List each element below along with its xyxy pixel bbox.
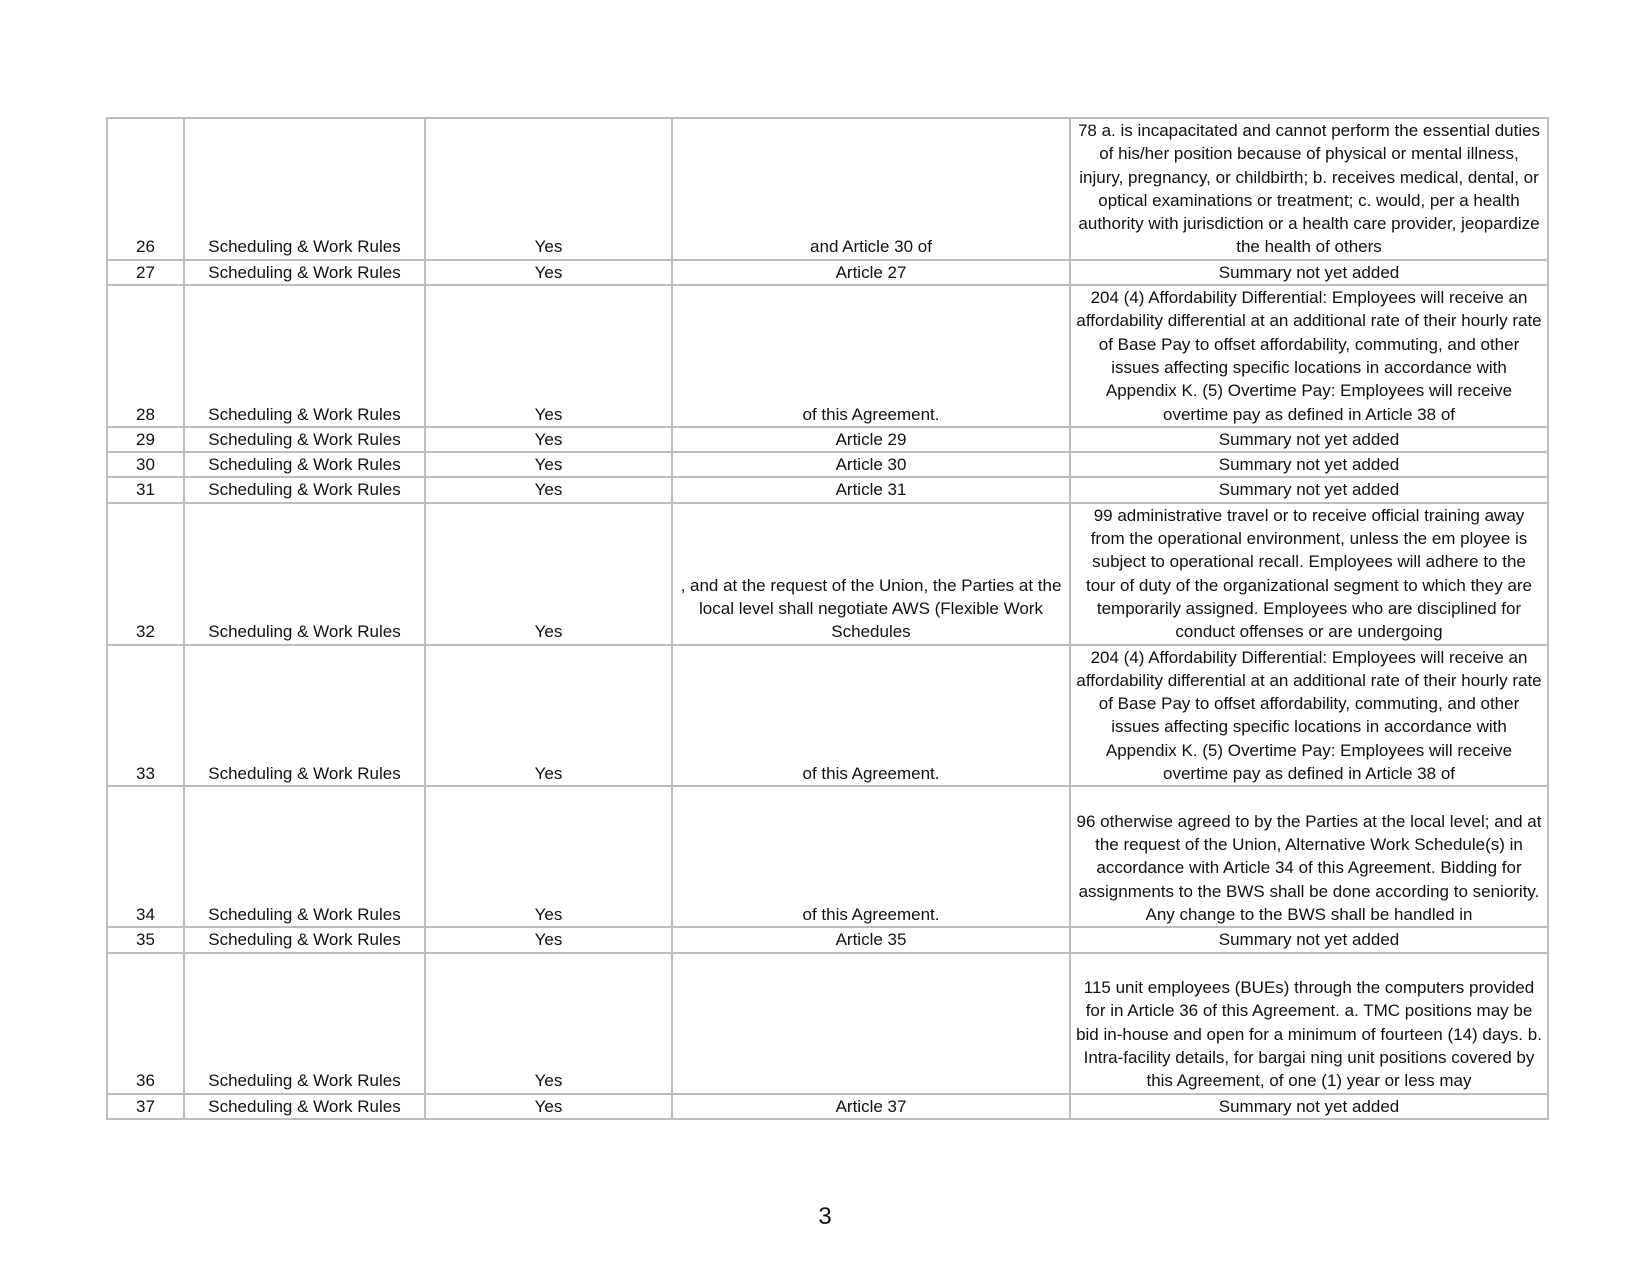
row-number-cell: 32 bbox=[107, 503, 184, 645]
table-row bbox=[107, 477, 1548, 502]
table-row bbox=[107, 645, 1548, 787]
category-cell: Scheduling & Work Rules bbox=[184, 645, 425, 787]
row-number-cell: 27 bbox=[107, 260, 184, 285]
row-number-cell: 35 bbox=[107, 927, 184, 952]
summary-cell: Summary not yet added bbox=[1070, 477, 1548, 502]
summary-cell: 115 unit employees (BUEs) through the computers provided for in Article 36 of this Agreement. a. TMC positions may be bid in-house and open for a minimum of fourteen (14) days. b. Intra-facility details, for bargai ning unit positions covered by this Agreement, of one (1) year or less may bbox=[1070, 953, 1548, 1094]
category-cell: Scheduling & Work Rules bbox=[184, 427, 425, 452]
reference-cell: of this Agreement. bbox=[672, 285, 1070, 427]
reference-cell: Article 37 bbox=[672, 1094, 1070, 1119]
flag-cell: Yes bbox=[425, 927, 672, 952]
reference-cell: and Article 30 of bbox=[672, 118, 1070, 260]
category-cell: Scheduling & Work Rules bbox=[184, 118, 425, 260]
flag-cell: Yes bbox=[425, 477, 672, 502]
table-row bbox=[107, 953, 1548, 1094]
articles-table bbox=[106, 117, 1549, 1120]
summary-cell: 99 administrative travel or to receive official training away from the operational environment, unless the em ployee is subject to operational recall. Employees will adhere to the tour of duty of the organizational segment to which they are temporarily assigned. Employees who are disciplined for conduct offenses or are undergoing bbox=[1070, 503, 1548, 645]
table-row bbox=[107, 452, 1548, 477]
reference-cell: , and at the request of the Union, the Parties at the local level shall negotiate AWS (Flexible Work Schedules bbox=[672, 503, 1070, 645]
table-row bbox=[107, 427, 1548, 452]
summary-cell: Summary not yet added bbox=[1070, 452, 1548, 477]
flag-cell: Yes bbox=[425, 645, 672, 787]
category-cell: Scheduling & Work Rules bbox=[184, 260, 425, 285]
row-number-cell: 34 bbox=[107, 786, 184, 927]
table-row bbox=[107, 927, 1548, 952]
flag-cell: Yes bbox=[425, 427, 672, 452]
summary-cell: 96 otherwise agreed to by the Parties at the local level; and at the request of the Union, Alternative Work Schedule(s) in accordance with Article 34 of this Agreement. Bidding for assignments to the BWS shall be done according to seniority. Any change to the BWS shall be handled in bbox=[1070, 786, 1548, 927]
row-number-cell: 37 bbox=[107, 1094, 184, 1119]
summary-cell: 204 (4) Affordability Differential: Employees will receive an affordability differential at an additional rate of their hourly rate of Base Pay to offset affordability, commuting, and other issues affecting specific locations in accordance with Appendix K. (5) Overtime Pay: Employees will receive overtime pay as defined in Article 38 of bbox=[1070, 285, 1548, 427]
reference-cell: of this Agreement. bbox=[672, 786, 1070, 927]
summary-cell: Summary not yet added bbox=[1070, 260, 1548, 285]
flag-cell: Yes bbox=[425, 260, 672, 285]
flag-cell: Yes bbox=[425, 452, 672, 477]
reference-cell: Article 29 bbox=[672, 427, 1070, 452]
category-cell: Scheduling & Work Rules bbox=[184, 927, 425, 952]
category-cell: Scheduling & Work Rules bbox=[184, 285, 425, 427]
table-row bbox=[107, 118, 1548, 260]
reference-cell: Article 35 bbox=[672, 927, 1070, 952]
row-number-cell: 36 bbox=[107, 953, 184, 1094]
reference-cell bbox=[672, 953, 1070, 1094]
articles-table-body bbox=[107, 118, 1548, 1119]
reference-cell: Article 27 bbox=[672, 260, 1070, 285]
summary-cell: Summary not yet added bbox=[1070, 927, 1548, 952]
category-cell: Scheduling & Work Rules bbox=[184, 786, 425, 927]
category-cell: Scheduling & Work Rules bbox=[184, 953, 425, 1094]
category-cell: Scheduling & Work Rules bbox=[184, 477, 425, 502]
row-number-cell: 33 bbox=[107, 645, 184, 787]
table-row bbox=[107, 786, 1548, 927]
reference-cell: of this Agreement. bbox=[672, 645, 1070, 787]
flag-cell: Yes bbox=[425, 118, 672, 260]
flag-cell: Yes bbox=[425, 1094, 672, 1119]
row-number-cell: 31 bbox=[107, 477, 184, 502]
category-cell: Scheduling & Work Rules bbox=[184, 1094, 425, 1119]
category-cell: Scheduling & Work Rules bbox=[184, 503, 425, 645]
table-row bbox=[107, 260, 1548, 285]
flag-cell: Yes bbox=[425, 285, 672, 427]
row-number-cell: 29 bbox=[107, 427, 184, 452]
summary-cell: 204 (4) Affordability Differential: Employees will receive an affordability differential at an additional rate of their hourly rate of Base Pay to offset affordability, commuting, and other issues affecting specific locations in accordance with Appendix K. (5) Overtime Pay: Employees will receive overtime pay as defined in Article 38 of bbox=[1070, 645, 1548, 787]
table-row bbox=[107, 503, 1548, 645]
row-number-cell: 30 bbox=[107, 452, 184, 477]
reference-cell: Article 30 bbox=[672, 452, 1070, 477]
flag-cell: Yes bbox=[425, 503, 672, 645]
flag-cell: Yes bbox=[425, 953, 672, 1094]
summary-cell: 78 a. is incapacitated and cannot perform the essential duties of his/her position because of physical or mental illness, injury, pregnancy, or childbirth; b. receives medical, dental, or optical examinations or treatment; c. would, per a health authority with jurisdiction or a health care provider, jeopardize the health of others bbox=[1070, 118, 1548, 260]
row-number-cell: 28 bbox=[107, 285, 184, 427]
table-row bbox=[107, 1094, 1548, 1119]
category-cell: Scheduling & Work Rules bbox=[184, 452, 425, 477]
summary-cell: Summary not yet added bbox=[1070, 427, 1548, 452]
flag-cell: Yes bbox=[425, 786, 672, 927]
summary-cell: Summary not yet added bbox=[1070, 1094, 1548, 1119]
page-number: 3 bbox=[818, 1203, 832, 1230]
table-row bbox=[107, 285, 1548, 427]
row-number-cell: 26 bbox=[107, 118, 184, 260]
reference-cell: Article 31 bbox=[672, 477, 1070, 502]
